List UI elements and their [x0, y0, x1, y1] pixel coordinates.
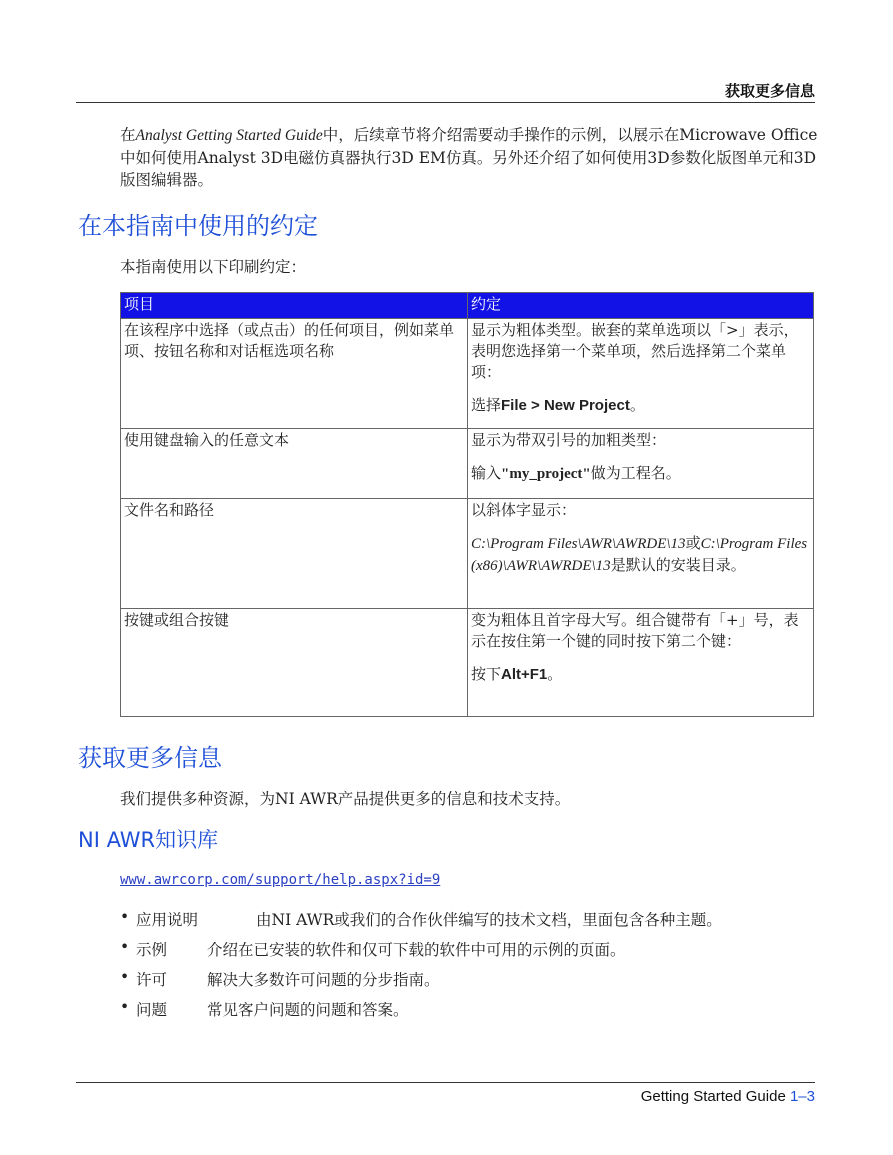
item-term: 应用说明 [136, 911, 199, 929]
item-desc: 解决大多数许可问题的分步指南。 [207, 971, 440, 989]
more-info-text: 我们提供多种资源，为NI AWR产品提供更多的信息和技术支持。 [120, 790, 571, 808]
item-desc: 由NI AWR或我们的合作伙伴编写的技术文档，里面包含各种主题。 [256, 911, 722, 929]
row-desc: 以斜体字显示： [471, 501, 577, 519]
table-row [121, 319, 814, 429]
row-example [471, 664, 810, 685]
more-info-heading: 获取更多信息 [78, 744, 222, 772]
intro-rest: 中，后续章节将介绍需要动手操作的示例，以展示在Microwave Office中如何使用Analyst 3D电磁仿真器执行3D EM仿真。另外还介绍了如何使用3D参数化版图单元和3D版图编辑器。 [120, 126, 818, 189]
example-suffix: 。 [629, 396, 645, 414]
list-item [120, 908, 722, 938]
row-item: 使用键盘输入的任意文本 [121, 429, 468, 499]
footer-rule [76, 1082, 815, 1083]
row-convention [468, 319, 814, 429]
conventions-intro: 本指南使用以下印刷约定： [120, 258, 307, 276]
row-item: 按键或组合按键 [121, 609, 468, 717]
row-example [471, 463, 810, 485]
example-suffix: 做为工程名。 [590, 464, 681, 482]
row-example [471, 395, 810, 416]
list-item [120, 998, 722, 1028]
row-convention [468, 609, 814, 717]
list-item [120, 938, 722, 968]
row-desc: 显示为粗体类型。嵌套的菜单选项以「>」表示，表明您选择第一个菜单项，然后选择第二个菜单项： [471, 321, 799, 381]
list-item [120, 968, 722, 998]
example-keys: Alt+F1 [501, 666, 548, 683]
row-desc: 显示为带双引号的加粗类型： [471, 431, 667, 449]
guide-title: Analyst Getting Started Guide [135, 127, 323, 144]
table-row [121, 609, 814, 717]
page-number: 1–3 [789, 1088, 815, 1105]
item-desc: 介绍在已安装的软件和仅可下载的软件中可用的示例的页面。 [207, 941, 626, 959]
table-row [121, 429, 814, 499]
header-item: 项目 [121, 293, 468, 319]
bullet-icon: • [120, 968, 130, 986]
row-example [471, 533, 810, 577]
knowledge-base-list [120, 908, 722, 1028]
intro-paragraph [120, 124, 820, 191]
row-item: 文件名和路径 [121, 499, 468, 609]
example-or: 或 [685, 534, 701, 552]
example-menu: File > New Project [501, 397, 630, 414]
item-desc: 常见客户问题的问题和答案。 [207, 1001, 409, 1019]
example-suffix: 。 [547, 665, 563, 683]
running-header [76, 80, 815, 103]
conventions-heading: 在本指南中使用的约定 [78, 212, 318, 240]
header-title: 获取更多信息 [724, 82, 815, 100]
header-convention: 约定 [468, 293, 814, 319]
table-header-row [121, 293, 814, 319]
footer-guide: Getting Started Guide [640, 1088, 786, 1105]
knowledge-base-link[interactable]: www.awrcorp.com/support/help.aspx?id=9 [120, 872, 441, 888]
intro-prefix: 在 [120, 126, 136, 144]
example-suffix: 是默认的安装目录。 [610, 556, 746, 574]
row-convention [468, 429, 814, 499]
example-path: C:\Program Files\AWR\AWRDE\13 [471, 536, 686, 552]
knowledge-base-heading: NI AWR知识库 [78, 828, 219, 852]
row-desc: 变为粗体且首字母大写。组合键带有「+」号，表示在按住第一个键的同时按下第二个键： [471, 611, 799, 650]
bullet-icon: • [120, 998, 130, 1016]
conventions-table [120, 292, 814, 717]
row-convention [468, 499, 814, 609]
bullet-icon: • [120, 908, 130, 926]
running-footer [641, 1088, 815, 1105]
row-item: 在该程序中选择（或点击）的任何项目，例如菜单项、按钮名称和对话框选项名称 [121, 319, 468, 429]
example-path-2: C:\Program Files (x86)\AWR\AWRDE\13 [471, 536, 808, 574]
table-row [121, 499, 814, 609]
example-prefix: 按下 [471, 665, 502, 683]
example-text: "my_project" [501, 466, 591, 482]
bullet-icon: • [120, 938, 130, 956]
item-term: 许可 [136, 971, 168, 989]
example-prefix: 选择 [471, 396, 502, 414]
item-term: 示例 [136, 941, 168, 959]
item-term: 问题 [136, 1001, 168, 1019]
example-prefix: 输入 [471, 464, 502, 482]
